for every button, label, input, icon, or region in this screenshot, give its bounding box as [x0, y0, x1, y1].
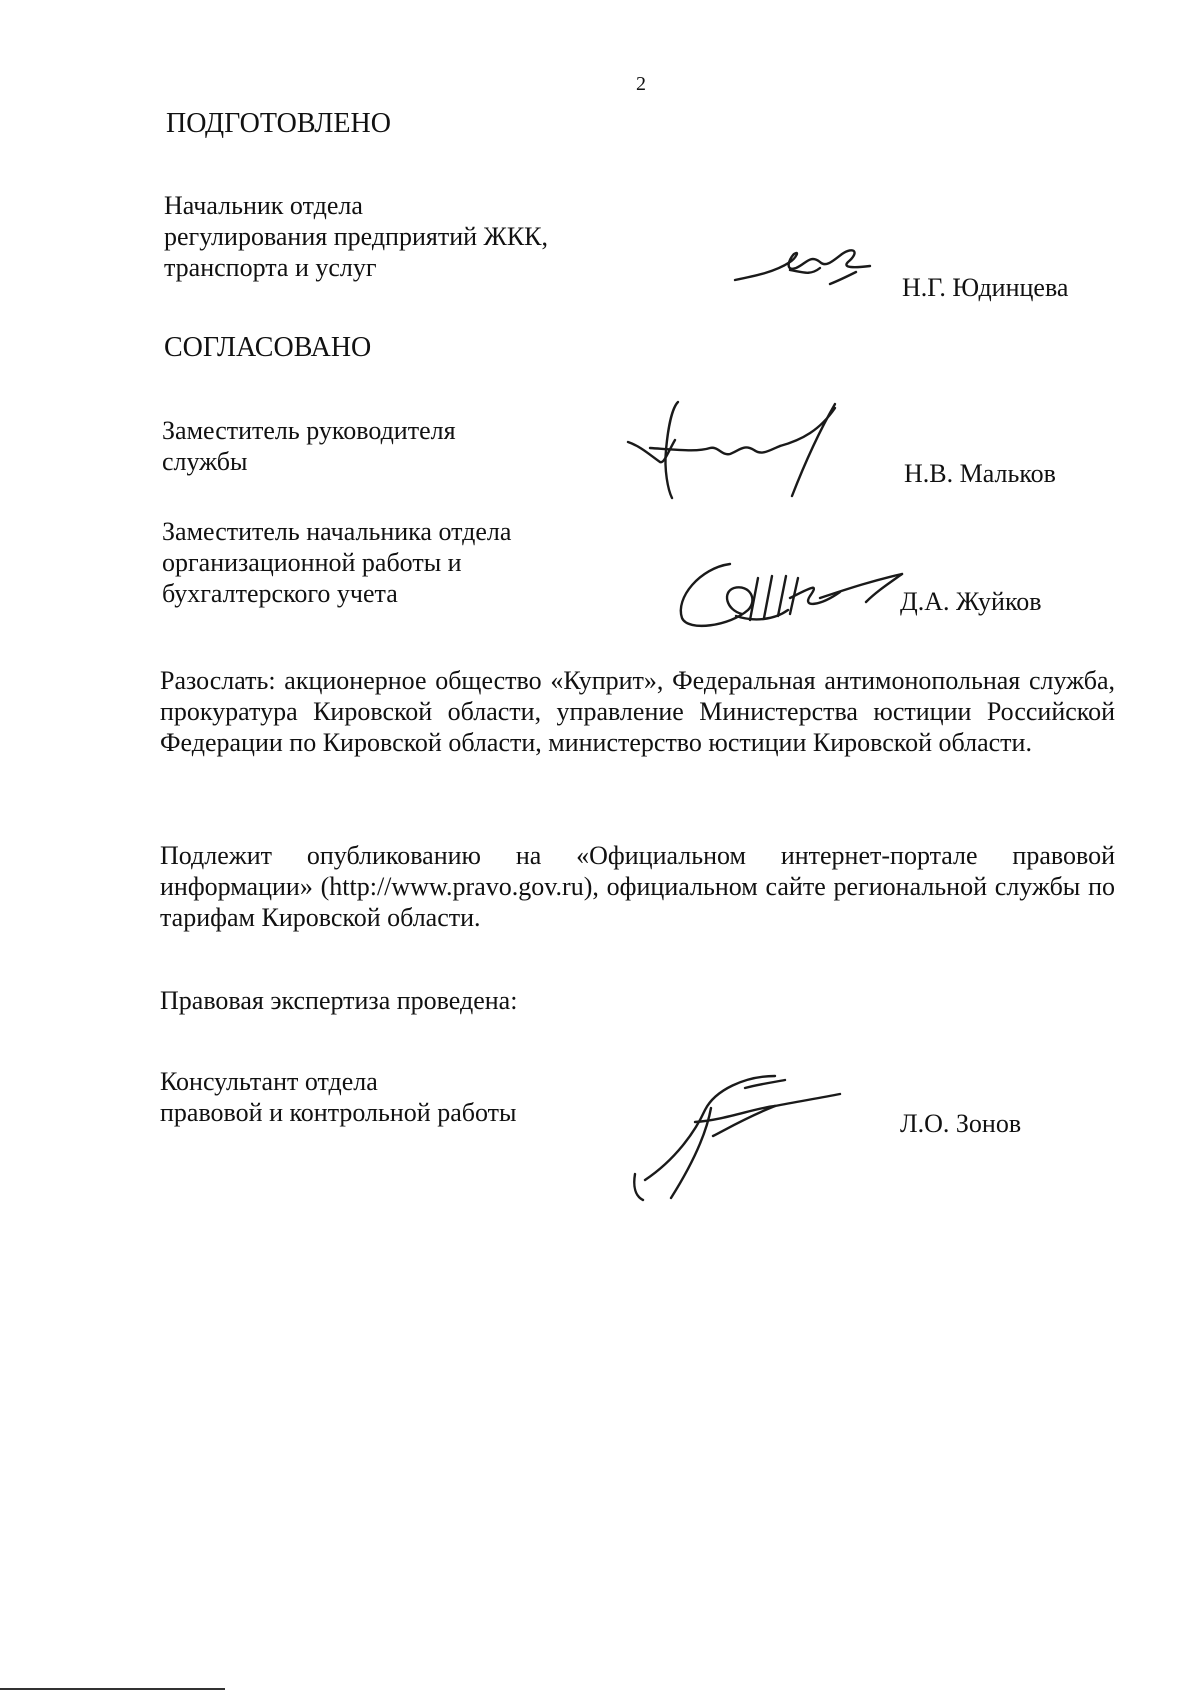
agreed-position-2 [162, 516, 511, 609]
position-line: Заместитель руководителя [162, 416, 456, 445]
position-line: транспорта и услуг [164, 253, 377, 282]
signature-zonov [625, 1070, 850, 1205]
agreed-heading: СОГЛАСОВАНО [164, 332, 372, 363]
position-line: бухгалтерского учета [162, 579, 398, 608]
legal-review-name: Л.О. Зонов [900, 1109, 1022, 1138]
agreed-name-1: Н.В. Мальков [904, 459, 1056, 488]
signature-malkov [620, 400, 890, 510]
prepared-heading: ПОДГОТОВЛЕНО [166, 108, 391, 139]
agreed-position-1 [162, 415, 456, 477]
position-line: службы [162, 447, 248, 476]
legal-review-heading: Правовая экспертиза проведена: [160, 986, 518, 1015]
publication-paragraph: Подлежит опубликованию на «Официальном интернет-портале правовой информации» (http://www.pravo.gov.ru), официальном сайте региональной службы по тарифам Кировской области. [160, 841, 1115, 932]
signature-yudintseva [730, 232, 880, 292]
signature-zhuykov [670, 558, 910, 638]
position-line: Начальник отдела [164, 191, 363, 220]
prepared-name: Н.Г. Юдинцева [902, 273, 1069, 302]
page-number: 2 [636, 73, 646, 95]
position-line: Заместитель начальника отдела [162, 517, 512, 546]
distribution-paragraph: Разослать: акционерное общество «Куприт», Федеральная антимонопольная служба, прокуратура Кировской области, управление Министерства юстиции Российской Федерации по Кировской области, министерство юстиции Кировской области. [160, 666, 1115, 757]
prepared-position [164, 190, 548, 283]
position-line: регулирования предприятий ЖКК, [164, 222, 549, 251]
position-line: Консультант отдела [160, 1067, 378, 1096]
position-line: организационной работы и [162, 548, 462, 577]
agreed-name-2: Д.А. Жуйков [900, 587, 1042, 616]
position-line: правовой и контрольной работы [160, 1098, 517, 1127]
legal-review-position [160, 1066, 516, 1128]
footer-divider [0, 1688, 225, 1690]
